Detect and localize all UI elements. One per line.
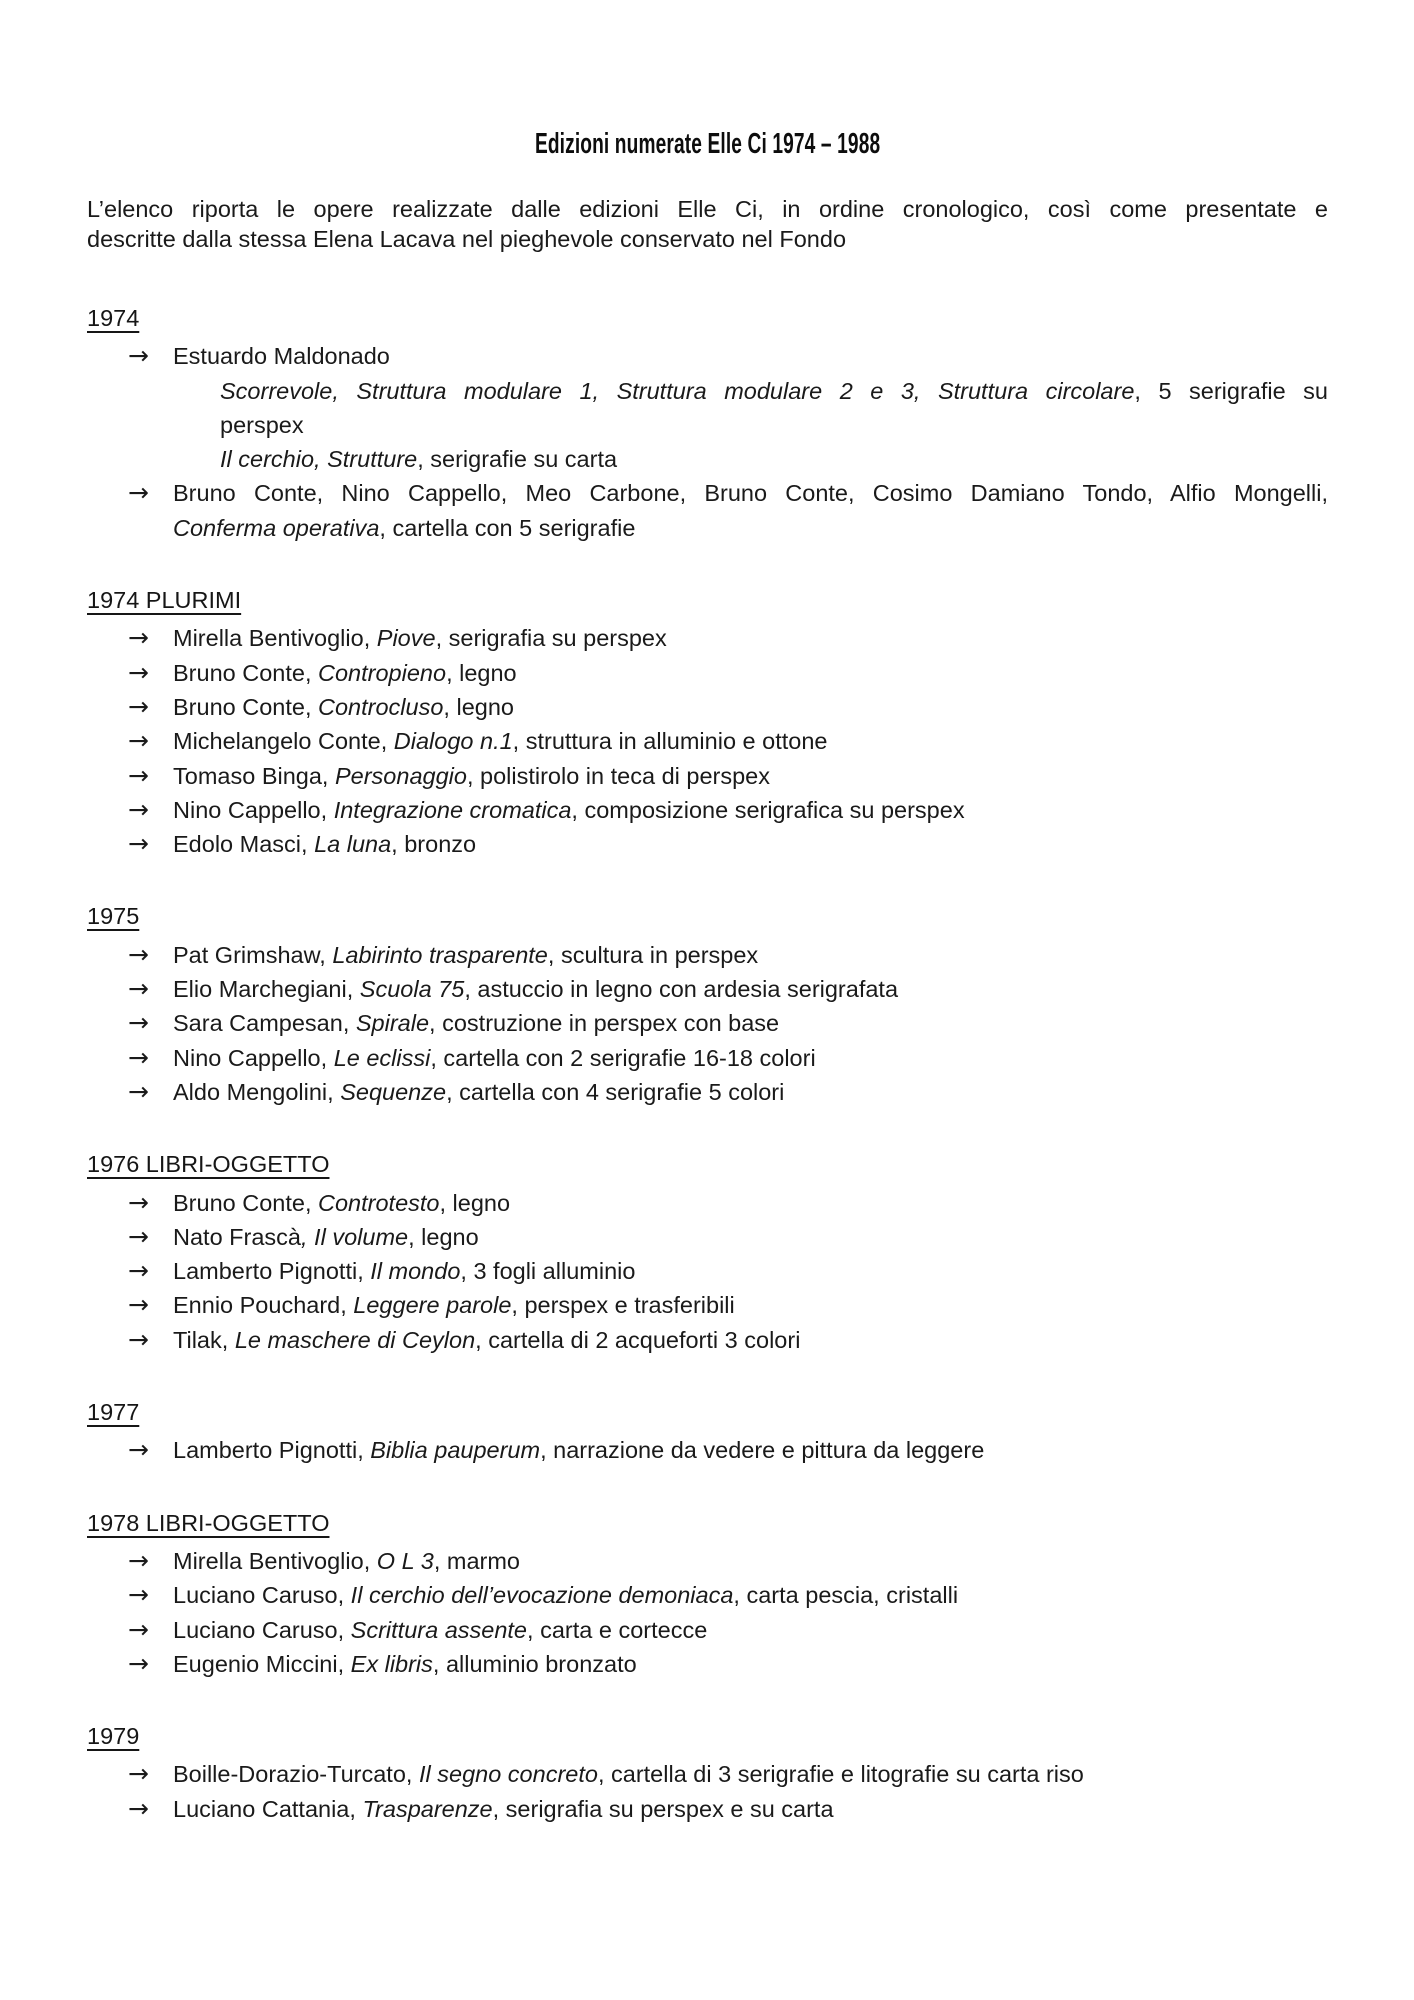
text-line [87, 224, 1328, 254]
arrow-bullet-icon: → [128, 829, 149, 859]
text-line [173, 1544, 1328, 1578]
arrow-bullet-icon: → [128, 691, 149, 721]
regular-text: , narrazione da vedere e pittura da leggere [540, 1437, 985, 1464]
text-line [173, 1186, 1328, 1220]
regular-text: Michelangelo Conte, [173, 728, 394, 755]
regular-text: Edolo Masci, [173, 831, 315, 858]
arrow-bullet-icon: → [128, 1221, 149, 1251]
list-item [87, 759, 1328, 793]
regular-text: , carta pescia, cristalli [733, 1582, 959, 1609]
arrow-bullet-icon: → [128, 974, 149, 1004]
arrow-bullet-icon: → [128, 1759, 149, 1789]
text-line [173, 1323, 1328, 1357]
regular-text: Bruno Conte, [173, 659, 319, 686]
sections-container [87, 301, 1328, 1826]
year-section [87, 1719, 1328, 1826]
regular-text: Luciano Caruso, [173, 1616, 351, 1643]
work-title-text: Labirinto trasparente [332, 941, 548, 968]
work-title-text: , Il volume [301, 1223, 409, 1250]
arrow-bullet-icon: → [128, 657, 149, 687]
work-title-text: Trasparenze [362, 1795, 493, 1822]
list-item [87, 1254, 1328, 1288]
work-title-text: Controtesto [318, 1189, 440, 1216]
work-title-text: Sequenze [340, 1078, 447, 1105]
list-item [87, 1041, 1328, 1075]
arrow-bullet-icon: → [128, 1008, 149, 1038]
year-section [87, 301, 1328, 545]
list-item [87, 1647, 1328, 1681]
regular-text: , serigrafia su perspex [435, 625, 667, 652]
work-title-text: Scorrevole, Struttura modulare 1, Struttura modulare 2 e 3, Struttura circolare [220, 377, 1135, 404]
text-line [173, 759, 1328, 793]
regular-text: , cartella di 3 serigrafie e litografie su carta riso [597, 1761, 1084, 1788]
year-section [87, 1395, 1328, 1468]
work-title-text: Integrazione cromatica [333, 796, 572, 823]
work-title-text: Scuola 75 [359, 976, 465, 1003]
arrow-bullet-icon: → [128, 1290, 149, 1320]
regular-text: Eugenio Miccini, [173, 1650, 351, 1677]
work-title-text: Conferma operativa [173, 514, 380, 541]
regular-text: Tilak, [173, 1326, 235, 1353]
list-item [87, 827, 1328, 861]
text-line [220, 442, 1328, 476]
year-section [87, 899, 1328, 1109]
regular-text: Bruno Conte, Nino Cappello, Meo Carbone, Bruno Conte, Cosimo Damiano Tondo, Alfio Mongelli, [173, 480, 1328, 507]
list-item [87, 656, 1328, 690]
list-item [87, 724, 1328, 758]
text-line [220, 374, 1328, 408]
work-title-text: Le maschere di Ceylon [234, 1326, 476, 1353]
work-title-text: Piove [376, 625, 436, 652]
regular-text: Nato Frascà [173, 1223, 301, 1250]
regular-text: , legno [443, 693, 514, 720]
regular-text: , bronzo [391, 831, 477, 858]
regular-text: , legno [446, 659, 517, 686]
text-line [173, 1075, 1328, 1109]
regular-text: , scultura in perspex [547, 941, 759, 968]
list-item [87, 690, 1328, 724]
list-item [87, 1323, 1328, 1357]
regular-text: Tomaso Binga, [173, 762, 335, 789]
regular-text: , legno [408, 1223, 479, 1250]
regular-text: Mirella Bentivoglio, [173, 1547, 377, 1574]
regular-text: , composizione serigrafica su perspex [571, 796, 965, 823]
regular-text: Ennio Pouchard, [173, 1292, 354, 1319]
regular-text: Luciano Cattania, [173, 1795, 363, 1822]
text-line [173, 1041, 1328, 1075]
arrow-bullet-icon: → [128, 1648, 149, 1678]
text-line [220, 408, 1328, 442]
arrow-bullet-icon: → [128, 939, 149, 969]
list-item [87, 1075, 1328, 1109]
work-title-text: Leggere parole [353, 1292, 512, 1319]
list-item [87, 1757, 1328, 1791]
regular-text: perspex [220, 411, 304, 438]
list-item [87, 339, 1328, 476]
list-item [87, 1544, 1328, 1578]
text-line [173, 1757, 1328, 1791]
regular-text: , carta e cortecce [527, 1616, 708, 1643]
regular-text: , cartella con 5 serigrafie [379, 514, 636, 541]
list-item [87, 1006, 1328, 1040]
section-heading: 1978 LIBRI-OGGETTO [87, 1509, 330, 1536]
text-line [173, 827, 1328, 861]
text-line [173, 690, 1328, 724]
page-title-text: Edizioni numerate Elle Ci 1974 – 1988 [534, 128, 881, 160]
list-item [87, 1186, 1328, 1220]
regular-text: , costruzione in perspex con base [429, 1010, 780, 1037]
work-title-text: Scrittura assente [350, 1616, 528, 1643]
page-title [87, 127, 1328, 161]
arrow-bullet-icon: → [128, 478, 149, 508]
list-item [87, 1792, 1328, 1826]
list-item [87, 1288, 1328, 1322]
arrow-bullet-icon: → [128, 760, 149, 790]
work-title-text: O L 3 [376, 1547, 434, 1574]
arrow-bullet-icon: → [128, 726, 149, 756]
regular-text: Boille-Dorazio-Turcato, [173, 1761, 419, 1788]
regular-text: descritte dalla stessa Elena Lacava nel pieghevole conservato nel Fondo [87, 226, 847, 252]
regular-text: , alluminio bronzato [432, 1650, 637, 1677]
arrow-bullet-icon: → [128, 1076, 149, 1106]
regular-text: , 3 fogli alluminio [460, 1258, 636, 1285]
list-item [87, 1220, 1328, 1254]
year-section [87, 583, 1328, 861]
text-line [173, 1613, 1328, 1647]
list-item [87, 1578, 1328, 1612]
arrow-bullet-icon: → [128, 1042, 149, 1072]
list-item [87, 1613, 1328, 1647]
regular-text: Nino Cappello, [173, 1044, 334, 1071]
list-item [87, 1433, 1328, 1467]
arrow-bullet-icon: → [128, 1580, 149, 1610]
year-section [87, 1506, 1328, 1681]
intro-paragraph [87, 194, 1328, 254]
arrow-bullet-icon: → [128, 341, 149, 371]
regular-text: Lamberto Pignotti, [173, 1258, 371, 1285]
text-line [173, 1254, 1328, 1288]
regular-text: , 5 serigrafie su [1134, 377, 1329, 404]
arrow-bullet-icon: → [128, 1324, 149, 1354]
text-line [173, 621, 1328, 655]
work-title-text: Il cerchio dell’evocazione demoniaca [350, 1582, 734, 1609]
list-item [87, 476, 1328, 545]
section-heading: 1977 [87, 1399, 140, 1426]
work-title-text: Le eclissi [333, 1044, 431, 1071]
year-section [87, 1147, 1328, 1357]
text-line [173, 1006, 1328, 1040]
regular-text: Estuardo Maldonado [173, 343, 390, 370]
regular-text: , legno [439, 1189, 511, 1216]
text-line [173, 1647, 1328, 1681]
arrow-bullet-icon: → [128, 1435, 149, 1465]
list-item [87, 621, 1328, 655]
section-heading: 1975 [87, 903, 140, 930]
text-line [173, 1288, 1328, 1322]
regular-text: Aldo Mengolini, [173, 1078, 341, 1105]
list-item [87, 972, 1328, 1006]
work-title-text: Il mondo [370, 1258, 461, 1285]
text-line [173, 511, 1328, 545]
regular-text: , cartella con 2 serigrafie 16-18 colori [430, 1044, 816, 1071]
text-line [173, 1433, 1328, 1467]
regular-text: Bruno Conte, [173, 1189, 319, 1216]
section-heading: 1974 PLURIMI [87, 587, 242, 614]
work-title-text: Biblia pauperum [370, 1437, 541, 1464]
text-line [173, 938, 1328, 972]
regular-text: Pat Grimshaw, [173, 941, 333, 968]
text-line [173, 724, 1328, 758]
work-title-text: Controcluso [318, 693, 444, 720]
text-line [173, 476, 1328, 510]
regular-text: , perspex e trasferibili [511, 1292, 735, 1319]
regular-text: , serigrafia su perspex e su carta [492, 1795, 834, 1822]
regular-text: , cartella con 4 serigrafie 5 colori [446, 1078, 785, 1105]
list-item [87, 938, 1328, 972]
arrow-bullet-icon: → [128, 1545, 149, 1575]
regular-text: Bruno Conte, [173, 693, 319, 720]
regular-text: Lamberto Pignotti, [173, 1437, 371, 1464]
section-heading: 1979 [87, 1723, 140, 1750]
text-line [173, 1792, 1328, 1826]
arrow-bullet-icon: → [128, 1793, 149, 1823]
regular-text: Sara Campesan, [173, 1010, 356, 1037]
work-title-text: Il segno concreto [418, 1761, 598, 1788]
regular-text: , cartella di 2 acqueforti 3 colori [475, 1326, 801, 1353]
regular-text: L’elenco riporta le opere realizzate dalle edizioni Elle Ci, in ordine cronologico, così come presentate e [87, 196, 1328, 222]
text-line [173, 793, 1328, 827]
text-line [173, 1578, 1328, 1612]
text-line [87, 194, 1328, 224]
section-heading: 1974 [87, 305, 140, 331]
regular-text: Mirella Bentivoglio, [173, 625, 377, 652]
list-item [87, 793, 1328, 827]
regular-text: Nino Cappello, [173, 796, 334, 823]
arrow-bullet-icon: → [128, 794, 149, 824]
work-title-text: Il cerchio, Strutture [220, 446, 418, 473]
work-title-text: Ex libris [350, 1650, 433, 1677]
work-title-text: Dialogo n.1 [393, 728, 513, 755]
arrow-bullet-icon: → [128, 623, 149, 653]
regular-text: , serigrafie su carta [417, 446, 618, 473]
regular-text: Elio Marchegiani, [173, 976, 360, 1003]
text-line [173, 972, 1328, 1006]
regular-text: , marmo [433, 1547, 521, 1574]
section-heading: 1976 LIBRI-OGGETTO [87, 1151, 330, 1178]
text-line [173, 1220, 1328, 1254]
regular-text: , polistirolo in teca di perspex [466, 762, 770, 789]
arrow-bullet-icon: → [128, 1187, 149, 1217]
regular-text: Luciano Caruso, [173, 1582, 351, 1609]
work-title-text: Personaggio [334, 762, 467, 789]
text-line [173, 656, 1328, 690]
regular-text: , struttura in alluminio e ottone [512, 728, 828, 755]
text-line [173, 339, 1328, 373]
work-title-text: Spirale [355, 1010, 430, 1037]
arrow-bullet-icon: → [128, 1256, 149, 1286]
arrow-bullet-icon: → [128, 1614, 149, 1644]
work-title-text: Contropieno [318, 659, 447, 686]
work-title-text: La luna [314, 831, 392, 858]
regular-text: , astuccio in legno con ardesia serigrafata [464, 976, 899, 1003]
